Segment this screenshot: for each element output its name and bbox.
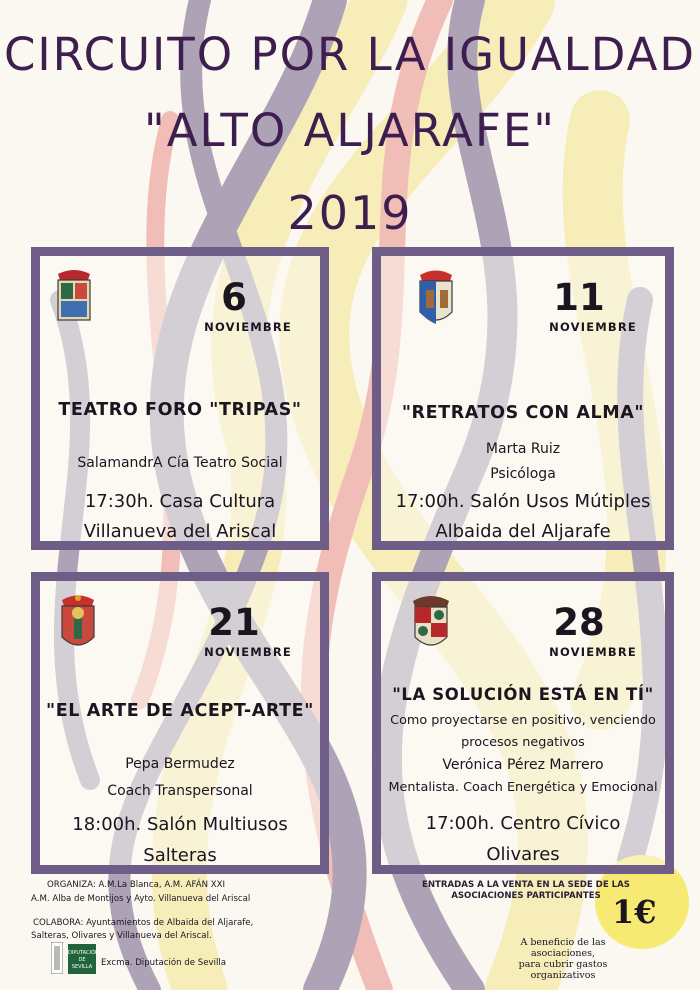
event-time-venue: 18:00h. Salón Multiusos xyxy=(72,814,288,835)
event-month: NOVIEMBRE xyxy=(204,645,292,659)
event-title: "RETRATOS CON ALMA" xyxy=(401,403,645,423)
event-card-villanueva xyxy=(31,247,329,550)
poster-title-line-2: "ALTO ALJARAFE" xyxy=(144,104,556,157)
event-title: "LA SOLUCIÓN ESTÁ EN TÍ" xyxy=(392,685,654,704)
event-speaker-role: Coach Transpersonal xyxy=(107,783,253,799)
diputacion-label: Excma. Diputación de Sevilla xyxy=(101,958,227,968)
event-card-olivares xyxy=(372,572,674,874)
event-time-venue: 17:00h. Centro Cívico xyxy=(425,813,621,834)
benefit-line-1: A beneficio de las asociaciones, xyxy=(520,937,606,959)
event-company: SalamandrA Cía Teatro Social xyxy=(77,455,283,471)
albaida-crest-icon xyxy=(414,268,458,330)
ticket-sale-notice: ENTRADAS A LA VENTA EN LA SEDE DE LAS ASOCIACIONES PARTICIPANTES xyxy=(421,880,630,901)
diputacion-emblem-icon xyxy=(51,942,63,974)
event-town: Villanueva del Ariscal xyxy=(83,521,277,542)
event-time-venue: 17:30h. Casa Cultura xyxy=(84,491,276,512)
colabora-line-2: Salteras, Olivares y Villanueva del Ariscal. xyxy=(31,931,212,941)
benefit-line-2: para cubrir gastos xyxy=(518,959,608,970)
benefit-line-3: organizativos xyxy=(530,970,596,981)
event-speaker: Verónica Pérez Marrero xyxy=(442,757,604,773)
event-town: Albaida del Aljarafe xyxy=(435,521,611,542)
event-day: 11 xyxy=(553,276,605,319)
event-title: "EL ARTE DE ACEPT-ARTE" xyxy=(46,701,314,721)
poster-year: 2019 xyxy=(287,186,413,240)
event-speaker-role: Psicóloga xyxy=(490,466,556,482)
event-month: NOVIEMBRE xyxy=(549,645,637,659)
event-card-albaida xyxy=(372,247,674,550)
event-day: 21 xyxy=(208,601,260,644)
organiza-line-2: A.M. Alba de Montijos y Ayto. Villanueva del Ariscal xyxy=(31,894,251,904)
event-title: TEATRO FORO "TRIPAS" xyxy=(58,400,302,420)
event-day: 28 xyxy=(553,601,605,644)
organiza-line-1: ORGANIZA: A.M.La Blanca, A.M. AFÁN XXI xyxy=(47,880,226,890)
event-speaker: Pepa Bermudez xyxy=(125,756,235,772)
event-description-2: procesos negativos xyxy=(461,735,585,750)
event-time-venue: 17:00h. Salón Usos Mútiples xyxy=(395,491,651,512)
event-day: 6 xyxy=(221,276,247,319)
event-month: NOVIEMBRE xyxy=(549,320,637,334)
colabora-line-1: COLABORA: Ayuntamientos de Albaida del Aljarafe, xyxy=(33,918,254,928)
salteras-crest-icon xyxy=(56,593,100,655)
villanueva-crest-icon xyxy=(52,268,96,330)
event-speaker-role: Mentalista. Coach Energética y Emocional xyxy=(388,780,658,795)
event-town: Olivares xyxy=(486,844,560,865)
event-speaker: Marta Ruiz xyxy=(485,441,561,457)
olivares-crest-icon xyxy=(409,593,453,655)
event-town: Salteras xyxy=(143,845,217,866)
benefit-note xyxy=(488,937,638,981)
event-description-1: Como proyectarse en positivo, venciendo xyxy=(390,713,656,728)
event-card-salteras xyxy=(31,572,329,874)
poster-title-line-1: CIRCUITO POR LA IGUALDAD xyxy=(3,28,697,81)
diputacion-sevilla-logo: DIPUTACIÓN DE SEVILLA xyxy=(68,944,96,974)
event-month: NOVIEMBRE xyxy=(204,320,292,334)
price-value: 1€ xyxy=(612,893,657,931)
